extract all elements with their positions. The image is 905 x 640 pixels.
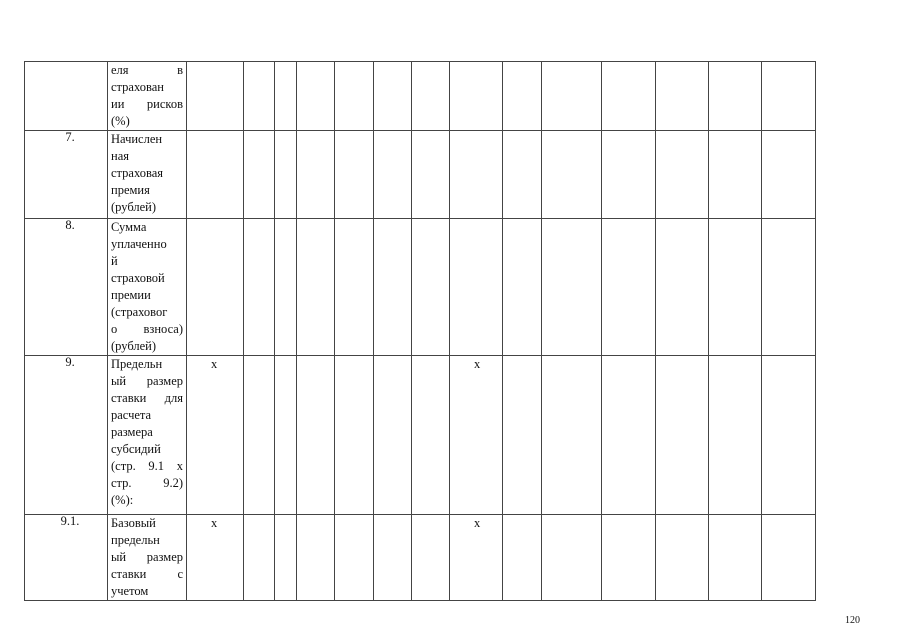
empty-cell [374,131,412,219]
row-label-line [111,304,183,321]
x-mark: х [211,357,218,371]
row-label-word: (стр. [111,459,136,473]
row-number: 9. [65,355,75,369]
empty-cell [275,356,297,515]
empty-cell [656,219,709,356]
empty-cell [709,356,762,515]
row-label-word: размер [146,550,183,564]
row-number-cell [25,131,108,219]
row-number-cell [25,356,108,515]
x-mark: х [474,357,481,371]
row-label-line [111,182,183,199]
row-label-line [111,549,183,566]
empty-cell [275,515,297,601]
row-number-cell [25,219,108,356]
row-label-line [111,338,183,355]
x-mark-cell [450,219,503,356]
empty-cell [244,515,275,601]
row-label-word: субсидий [111,442,161,456]
x-mark-cell [450,62,503,131]
row-label-word: уплаченно [111,237,167,251]
empty-cell [709,131,762,219]
empty-cell [297,219,335,356]
empty-cell [542,62,602,131]
row-label-word: х [176,459,183,473]
row-label-cell [108,515,187,601]
empty-cell [244,62,275,131]
empty-cell [709,515,762,601]
x-mark: х [211,516,218,530]
row-label-line [111,79,183,96]
row-label-word: (%) [111,114,130,128]
table-row [25,131,816,219]
row-label-word: страховой [111,271,165,285]
empty-cell [335,62,374,131]
empty-cell [275,219,297,356]
row-label-line [111,356,183,373]
empty-cell [503,515,542,601]
empty-cell [656,515,709,601]
row-label-word: Сумма [111,220,147,234]
empty-cell [762,131,816,219]
empty-cell [412,62,450,131]
row-label-line [111,165,183,182]
row-label-line [111,566,183,583]
empty-cell [297,62,335,131]
row-label-word: премия [111,183,150,197]
row-label-line [111,321,183,338]
row-label-word: предельн [111,533,160,547]
row-label-line [111,492,183,509]
x-mark-cell [187,515,244,601]
table-row [25,219,816,356]
row-label-word: (рублей) [111,339,157,353]
empty-cell [656,62,709,131]
empty-cell [297,515,335,601]
empty-cell [374,62,412,131]
empty-cell [762,62,816,131]
empty-cell [244,219,275,356]
empty-cell [335,515,374,601]
row-label-line [111,515,183,532]
row-label-word: Предельн [111,357,163,371]
row-label-word: 9.2) [163,476,183,490]
empty-cell [412,219,450,356]
row-label-cell [108,219,187,356]
empty-cell [762,219,816,356]
empty-cell [297,356,335,515]
empty-cell [656,131,709,219]
row-label-line [111,199,183,216]
row-label-line [111,62,183,79]
x-mark-cell [187,62,244,131]
row-label-word: страховая [111,166,164,180]
row-label-line [111,219,183,236]
row-label-cell [108,62,187,131]
row-label-word: размера [111,425,153,439]
row-label-line [111,287,183,304]
table-row [25,356,816,515]
row-label-cell [108,131,187,219]
x-mark-cell [187,356,244,515]
row-label-line [111,113,183,130]
x-mark-cell [450,515,503,601]
row-label-word: ый [111,550,127,564]
row-label-word: ставки [111,567,147,581]
empty-cell [602,131,656,219]
row-number-cell [25,62,108,131]
empty-cell [412,515,450,601]
row-label-word: о [111,322,118,336]
row-label-word: (страховог [111,305,168,319]
row-label-word: Базовый [111,516,156,530]
row-label-line [111,407,183,424]
empty-cell [374,356,412,515]
table-row [25,515,816,601]
row-label-line [111,131,183,148]
data-table [24,61,816,601]
empty-cell [335,356,374,515]
empty-cell [602,356,656,515]
empty-cell [275,131,297,219]
row-label-line [111,148,183,165]
empty-cell [335,219,374,356]
empty-cell [374,219,412,356]
row-label-line [111,441,183,458]
empty-cell [412,131,450,219]
empty-cell [335,131,374,219]
row-label-word: взноса) [143,322,183,336]
row-label-line [111,96,183,113]
row-label-line [111,270,183,287]
page-number: 120 [845,615,860,626]
empty-cell [503,219,542,356]
row-label-line [111,532,183,549]
x-mark-cell [450,356,503,515]
empty-cell [709,62,762,131]
row-label-line [111,424,183,441]
row-label-word: стр. [111,476,132,490]
empty-cell [542,219,602,356]
table-row [25,62,816,131]
empty-cell [602,515,656,601]
row-label-word: размер [146,374,183,388]
row-number: 9.1. [60,514,80,528]
row-label-word: (%): [111,493,134,507]
empty-cell [503,62,542,131]
x-mark-cell [187,131,244,219]
x-mark: х [474,516,481,530]
row-label-line [111,390,183,407]
row-label-word: рисков [146,97,183,111]
empty-cell [244,356,275,515]
row-label-word: премии [111,288,151,302]
empty-cell [542,131,602,219]
row-label-word: й [111,254,118,268]
row-label-word: с [177,567,183,581]
row-label-line [111,475,183,492]
empty-cell [374,515,412,601]
row-label-line [111,253,183,270]
row-label-word: для [164,391,183,405]
empty-cell [762,356,816,515]
row-label-word: (рублей) [111,200,157,214]
row-label-word: расчета [111,408,152,422]
row-label-cell [108,356,187,515]
row-label-word: ии [111,97,125,111]
row-label-word: 9.1 [148,459,165,473]
row-number: 7. [65,130,75,144]
empty-cell [602,62,656,131]
empty-cell [412,356,450,515]
empty-cell [656,356,709,515]
row-label-word: ная [111,149,129,163]
x-mark-cell [450,131,503,219]
row-label-word: Начислен [111,132,163,146]
row-number-cell [25,515,108,601]
empty-cell [762,515,816,601]
x-mark-cell [187,219,244,356]
row-label-word: учетом [111,584,149,598]
empty-cell [297,131,335,219]
row-label-word: ставки [111,391,147,405]
empty-cell [503,131,542,219]
empty-cell [709,219,762,356]
empty-cell [602,219,656,356]
row-label-line [111,236,183,253]
row-number: 8. [65,218,75,232]
empty-cell [503,356,542,515]
empty-cell [542,515,602,601]
row-label-line [111,583,183,600]
row-label-line [111,373,183,390]
row-label-line [111,458,183,475]
empty-cell [542,356,602,515]
row-label-word: в [177,63,183,77]
row-label-word: ый [111,374,127,388]
empty-cell [275,62,297,131]
row-label-word: еля [111,63,129,77]
row-label-word: страхован [111,80,164,94]
empty-cell [244,131,275,219]
